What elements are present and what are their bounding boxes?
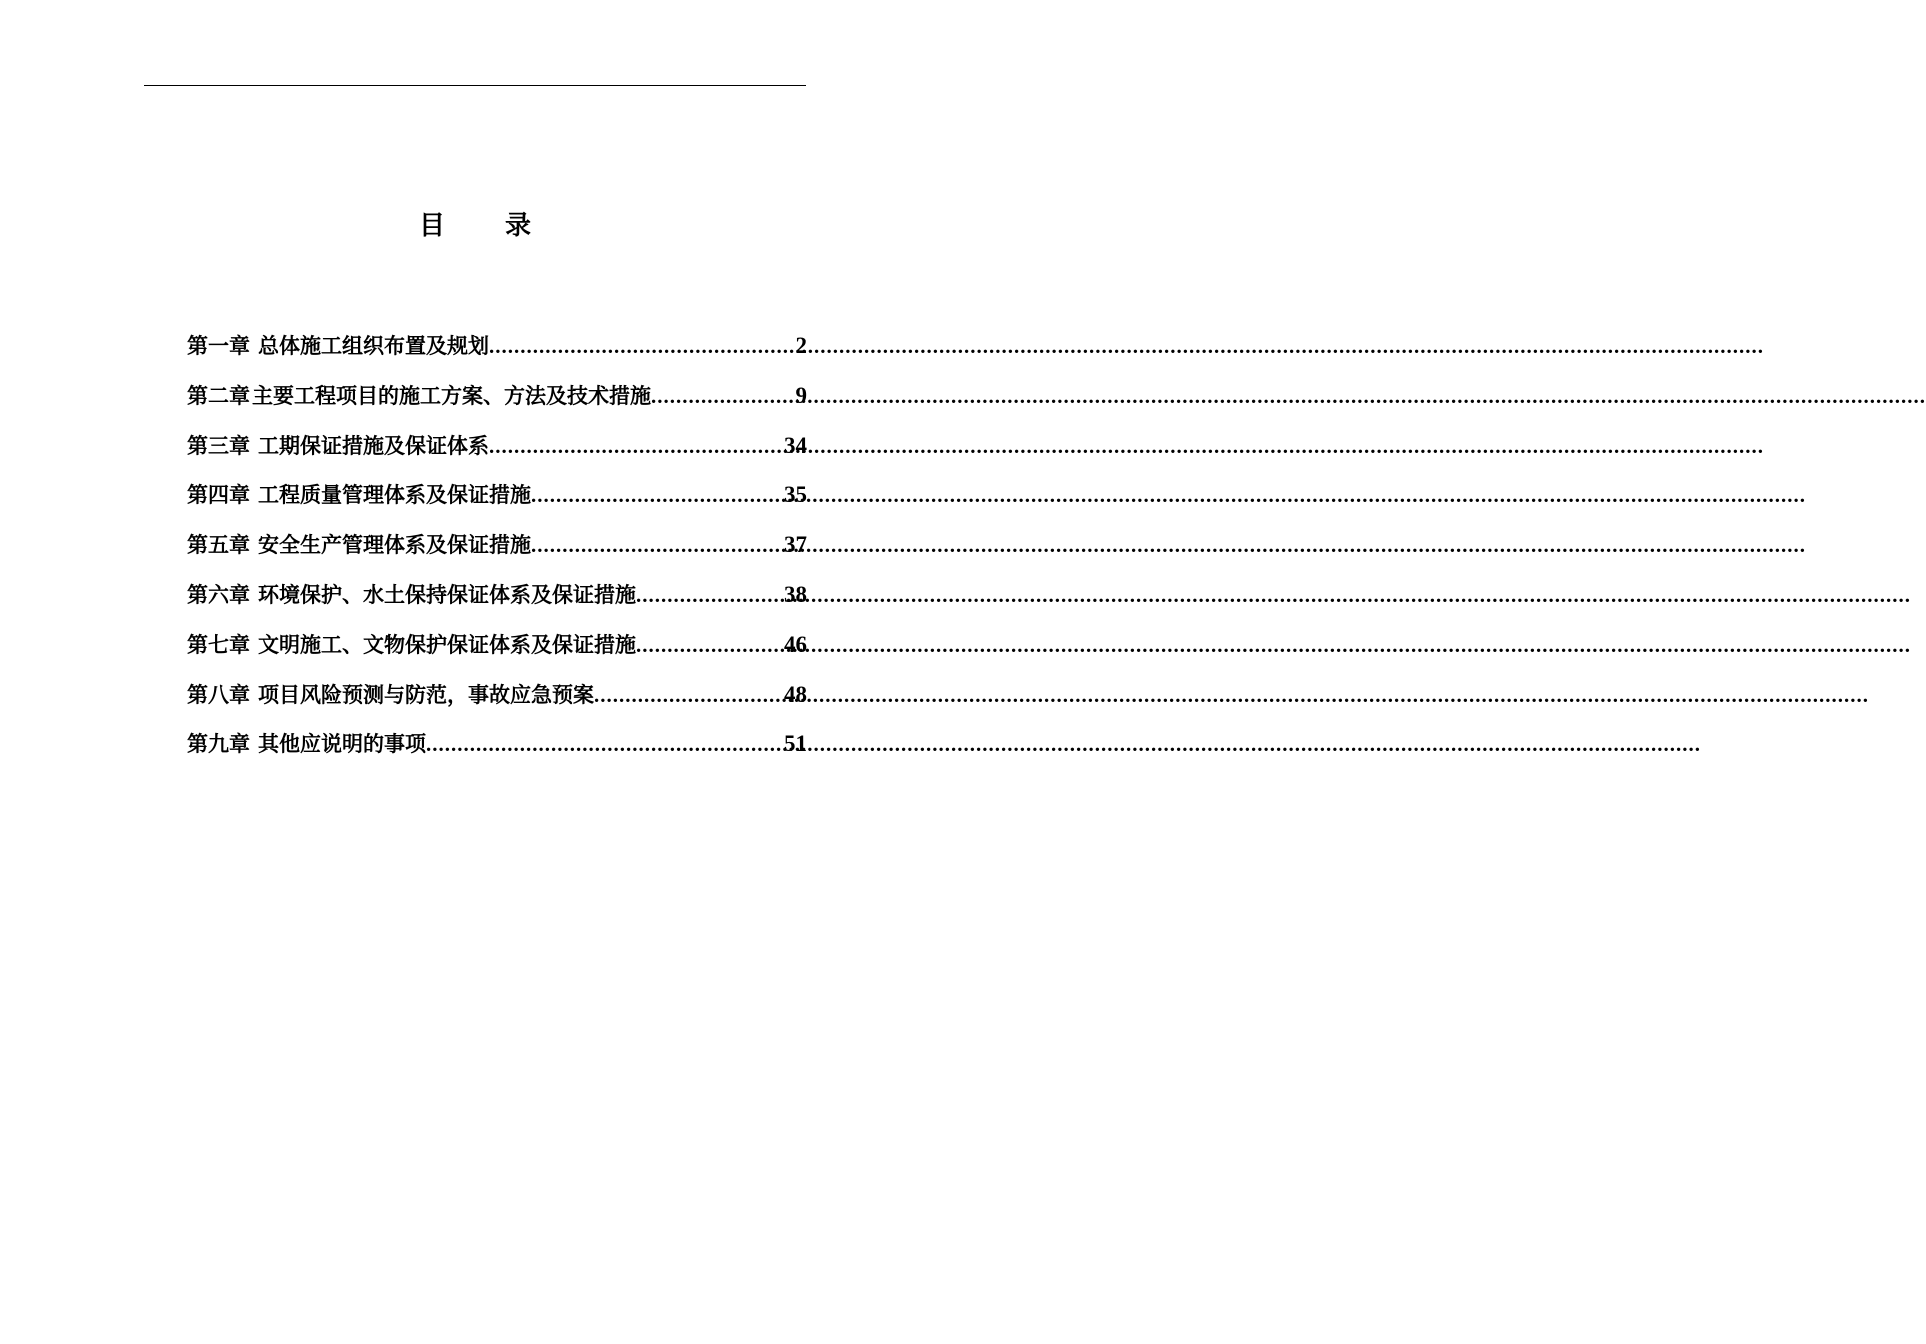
toc-entry-text: 项目风险预测与防范，事故应急预案 bbox=[258, 681, 594, 707]
toc-page-number: 46 bbox=[784, 631, 807, 657]
toc-page-number: 9 bbox=[795, 382, 807, 408]
toc-list bbox=[187, 328, 807, 776]
toc-chapter-label: 第七章 bbox=[187, 631, 250, 657]
toc-entry-text: 工期保证措施及保证体系 bbox=[258, 432, 489, 458]
toc-chapter-label: 第五章 bbox=[187, 532, 250, 558]
toc-page-number: 38 bbox=[784, 581, 807, 607]
toc-entry-text: 工程质量管理体系及保证措施 bbox=[258, 482, 531, 508]
toc-entry-1[interactable] bbox=[187, 328, 807, 378]
toc-title: 目录 bbox=[418, 211, 591, 241]
toc-entry-8[interactable] bbox=[187, 677, 807, 727]
toc-chapter-label: 第六章 bbox=[187, 581, 250, 607]
toc-page-number: 51 bbox=[784, 731, 807, 757]
toc-entry-text: 其他应说明的事项 bbox=[258, 731, 426, 757]
toc-chapter-label: 第二章 bbox=[187, 382, 250, 408]
toc-entry-7[interactable] bbox=[187, 627, 807, 677]
toc-dot-leader bbox=[636, 627, 784, 663]
toc-entry-6[interactable] bbox=[187, 577, 807, 627]
header-rule bbox=[144, 85, 806, 86]
toc-entry-2[interactable] bbox=[187, 378, 807, 428]
toc-chapter-label: 第八章 bbox=[187, 681, 250, 707]
toc-dot-leader bbox=[636, 577, 784, 613]
toc-dot-leader bbox=[489, 428, 784, 464]
toc-dot-leader bbox=[489, 328, 796, 364]
toc-chapter-label: 第一章 bbox=[187, 333, 250, 358]
toc-dot-leader bbox=[651, 378, 796, 414]
toc-dot-leader bbox=[531, 527, 784, 563]
toc-page-number: 35 bbox=[784, 482, 807, 508]
toc-entry-text: 文明施工、文物保护保证体系及保证措施 bbox=[258, 631, 636, 657]
toc-page-number: 48 bbox=[784, 681, 807, 707]
toc-chapter-label: 第九章 bbox=[187, 731, 250, 757]
toc-entry-text: 总体施工组织布置及规划 bbox=[258, 333, 489, 358]
toc-entry-text: 安全生产管理体系及保证措施 bbox=[258, 532, 531, 558]
toc-entry-3[interactable] bbox=[187, 428, 807, 478]
toc-entry-text: 环境保护、水土保持保证体系及保证措施 bbox=[258, 581, 636, 607]
toc-entry-4[interactable] bbox=[187, 477, 807, 527]
toc-entry-5[interactable] bbox=[187, 527, 807, 577]
toc-page-number: 2 bbox=[795, 333, 807, 358]
toc-dot-leader bbox=[594, 677, 784, 713]
toc-page-number: 37 bbox=[784, 532, 807, 558]
toc-entry-text: 主要工程项目的施工方案、方法及技术措施 bbox=[252, 382, 651, 408]
toc-chapter-label: 第四章 bbox=[187, 482, 250, 508]
toc-dot-leader bbox=[531, 477, 784, 513]
toc-entry-9[interactable] bbox=[187, 726, 807, 776]
toc-page-number: 34 bbox=[784, 432, 807, 458]
toc-dot-leader bbox=[426, 726, 784, 762]
toc-chapter-label: 第三章 bbox=[187, 432, 250, 458]
